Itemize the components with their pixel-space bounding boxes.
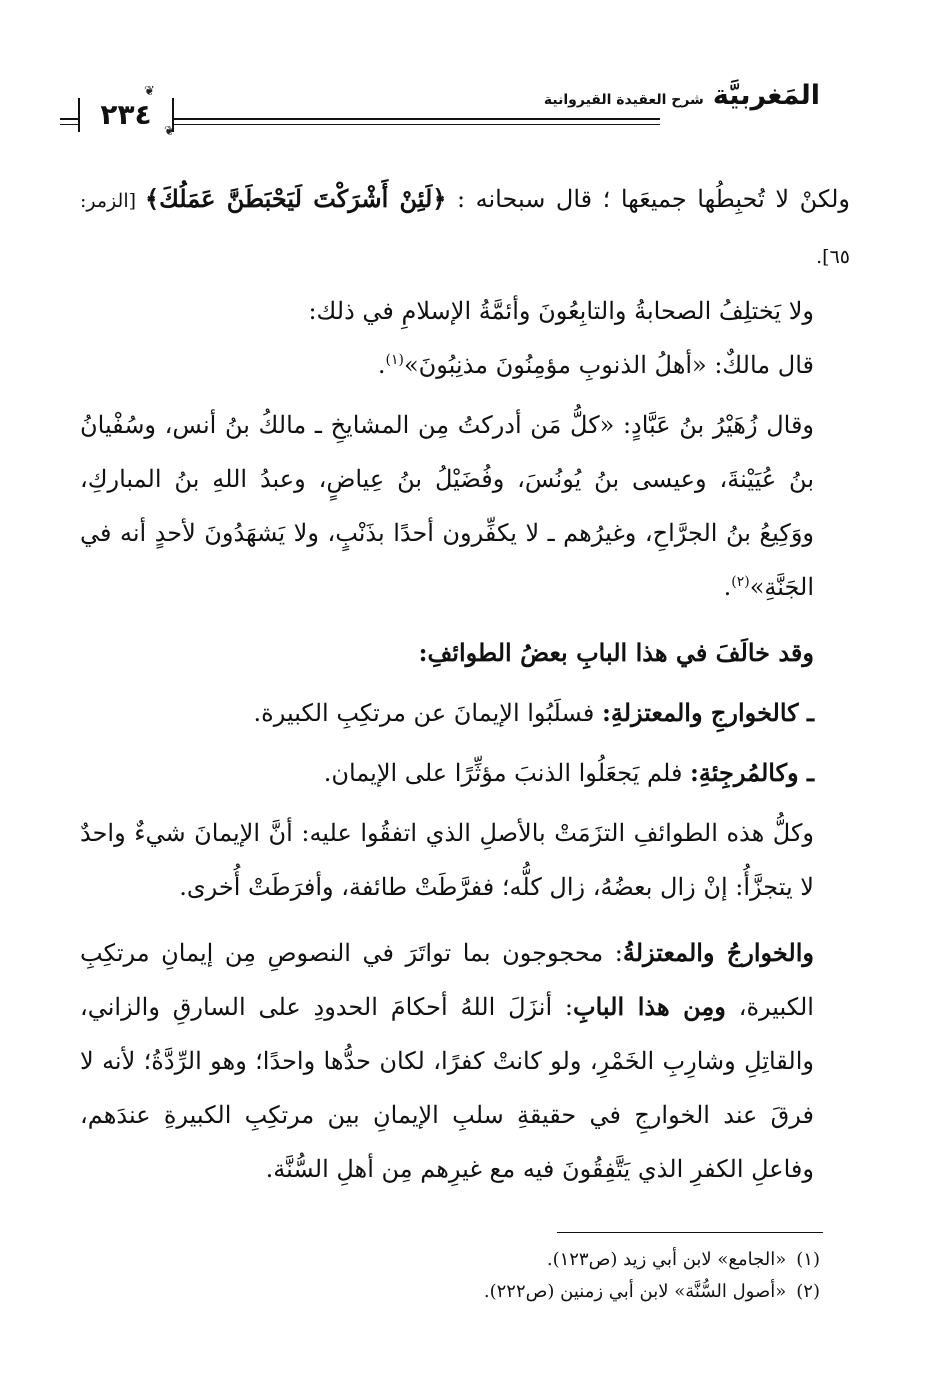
paragraph: وكلُّ هذه الطوائفِ التزَمَتْ بالأصلِ الذي اتفقُوا عليه: أنَّ الإيمانَ شيءٌ واحدٌ لا يتجزَّأُ: إنْ زال بعضُهُ، زال كلُّه؛ ففرَّطَتْ طائفة، وأفرَطَتْ أُخرى. (80, 819, 814, 901)
footnote-separator (557, 1232, 823, 1233)
verse-reference: [الزمر: ٦٥]. (80, 190, 850, 268)
footnotes (150, 1244, 820, 1308)
paragraph: وقد خالَفَ في هذا البابِ بعضُ الطوائفِ: (418, 638, 814, 667)
running-header (60, 78, 820, 148)
page-number: ٢٣٤ (100, 98, 152, 131)
quran-verse: ﴿لَئِنْ أَشْرَكْتَ لَيَحْبَطَنَّ عَمَلُكَ﴾ (145, 184, 447, 213)
footnote-number: (٢) (796, 1281, 820, 1302)
paragraph: ولكنْ لا تُحبِطُها جميعَها ؛ قال سبحانه : ﴿لَئِنْ أَشْرَكْتَ لَيَحْبَطَنَّ عَمَلُكَ﴾ [الزمر: ٦٥]. (80, 184, 850, 268)
footnote-text: «أصول السُّنَّة» لابن أبي زمنين (ص٢٢٢). (483, 1281, 787, 1302)
paragraph: ولا يَختلِفُ الصحابةُ والتابِعُونَ وأئمَّةُ الإسلامِ في ذلك: (308, 297, 814, 325)
footnote (150, 1276, 820, 1308)
footnote-text: «الجامع» لابن أبي زيد (ص١٢٣). (546, 1249, 787, 1270)
footnote-marker: (٢) (731, 574, 750, 590)
book-title: المَغربيَّة (712, 80, 820, 111)
paragraph: وقال زُهَيْرُ بنُ عَبَّادٍ: «كلُّ مَن أدركتُ مِن المشايخِ ـ مالكُ بنُ أنس، وسُفْيانُ بنُ عُيَيْنةَ، وعيسى بنُ يُونُسَ، وفُضَيْلُ بنُ عِياضٍ، وعبدُ اللهِ بنُ المباركِ، ووَكِيعُ بنُ الجرَّاحِ، وغيرُهم ـ لا يكفِّرون أحدًا بذَنْبٍ، ولا يَشهَدُونَ لأحدٍ أنه في الجَنَّةِ»$^{(٢)}$. (80, 411, 815, 601)
paragraph: قال مالكٌ: «أهلُ الذنوبِ مؤمِنُونَ مذنِبُونَ»$^{(١)}$. (377, 351, 814, 379)
list-item: ـ كالخوارجِ والمعتزلةِ: فسلَبُوا الإيمانَ عن مرتكِبِ الكبيرة. (253, 698, 814, 727)
main-text (80, 172, 850, 1196)
list-item: ـ وكالمُرجِئةِ: فلم يَجعَلُوا الذنبَ مؤثِّرًا على الإيمان. (323, 758, 814, 787)
page-number-frame (78, 98, 174, 132)
book-subtitle: شرح العقيدة القيروانية (543, 92, 704, 108)
footnote (150, 1244, 820, 1276)
floral-ornament-icon: ❦ (164, 124, 175, 139)
running-title (544, 80, 820, 111)
paragraph: والخوارجُ والمعتزلةُ: محجوجون بما تواتَرَ في النصوصِ مِن إيمانِ مرتكِبِ الكبيرة، ومِن هذا البابِ: أنزَلَ اللهُ أحكامَ الحدودِ على السارقِ والزاني، والقاتِلِ وشارِبِ الخَمْرِ، ولو كانتْ كفرًا، لكان حدُّها واحدًا؛ وهو الرِّدَّةُ؛ لأنه لا فرقَ عند الخوارجِ في حقيقةِ سلبِ الإيمانِ بين مرتكِبِ الكبيرةِ عندَهم، وفاعلِ الكفرِ الذي يَتَّفِقُونَ فيه مع غيرِهم مِن أهلِ السُّنَّة. (80, 938, 814, 1183)
floral-ornament-icon: ❦ (144, 84, 155, 99)
footnote-number: (١) (796, 1249, 820, 1270)
footnote-marker: (١) (385, 352, 404, 368)
